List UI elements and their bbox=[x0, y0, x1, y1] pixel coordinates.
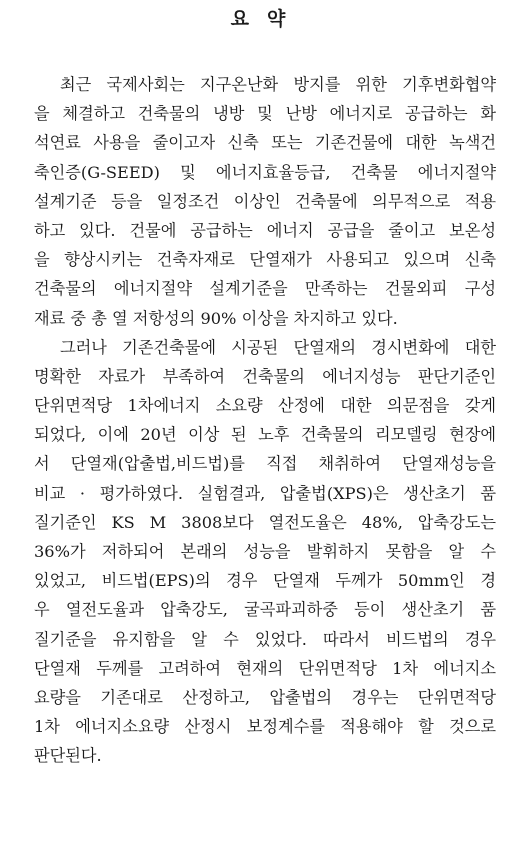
text-line: 단위면적당 1차에너지 소요량 산정에 대한 의문점을 갖게 bbox=[34, 396, 496, 416]
text-line: 단열재 두께를 고려하여 현재의 단위면적당 1차 에너지소 bbox=[34, 658, 496, 678]
text-line: 질기준인 KS M 3808보다 열전도율은 48%, 압축강도는 bbox=[34, 512, 496, 532]
text-line: 명확한 자료가 부족하여 건축물의 에너지성능 판단기준인 bbox=[34, 366, 496, 386]
text-line: 판단된다. bbox=[34, 746, 102, 766]
text-line: 질기준을 유지함을 알 수 있었다. 따라서 비드법의 경우 bbox=[34, 629, 496, 649]
text-line: 건축물의 에너지절약 설계기준을 만족하는 건물외피 구성 bbox=[34, 279, 496, 299]
text-line: 서 단열재(압출법,비드법)를 직접 채취하여 단열재성능을 bbox=[34, 454, 496, 474]
text-line: 있었고, 비드법(EPS)의 경우 단열재 두께가 50mm인 경 bbox=[34, 571, 496, 591]
paragraph-1 bbox=[34, 70, 496, 333]
text-line: 축인증(G-SEED) 및 에너지효율등급, 건축물 에너지절약 bbox=[34, 162, 496, 182]
text-line: 1차 에너지소요량 산정시 보정계수를 적용해야 할 것으로 bbox=[34, 717, 496, 737]
text-line: 을 체결하고 건축물의 냉방 및 난방 에너지로 공급하는 화 bbox=[34, 104, 496, 124]
text-line: 을 향상시키는 건축자재로 단열재가 사용되고 있으며 신축 bbox=[34, 250, 496, 270]
paragraph-2 bbox=[34, 333, 496, 771]
text-line: 최근 국제사회는 지구온난화 방지를 위한 기후변화협약 bbox=[60, 75, 496, 94]
text-line: 석연료 사용을 줄이고자 신축 또는 기존건물에 대한 녹색건 bbox=[34, 133, 496, 153]
text-line: 설계기준 등을 일정조건 이상인 건축물에 의무적으로 적용 bbox=[34, 191, 496, 211]
text-line: 재료 중 총 열 저항성의 90% 이상을 차지하고 있다. bbox=[34, 308, 398, 328]
text-line: 하고 있다. 건물에 공급하는 에너지 공급을 줄이고 보온성 bbox=[34, 220, 496, 240]
title-char-2: 약 bbox=[267, 8, 286, 30]
title-char-1: 요 bbox=[230, 8, 249, 30]
text-line: 요량을 기존대로 산정하고, 압출법의 경우는 단위면적당 bbox=[34, 687, 496, 707]
page-title bbox=[0, 6, 516, 32]
text-line: 비교 · 평가하였다. 실험결과, 압출법(XPS)은 생산초기 품 bbox=[34, 483, 496, 503]
text-line: 우 열전도율과 압축강도, 굴곡파괴하중 등이 생산초기 품 bbox=[34, 600, 496, 620]
text-line: 36%가 저하되어 본래의 성능을 발휘하지 못함을 알 수 bbox=[34, 542, 496, 561]
text-line: 되었다, 이에 20년 이상 된 노후 건축물의 리모델링 현장에 bbox=[34, 425, 496, 445]
text-line: 그러나 기존건축물에 시공된 단열재의 경시변화에 대한 bbox=[60, 337, 496, 357]
abstract-body bbox=[34, 70, 496, 771]
